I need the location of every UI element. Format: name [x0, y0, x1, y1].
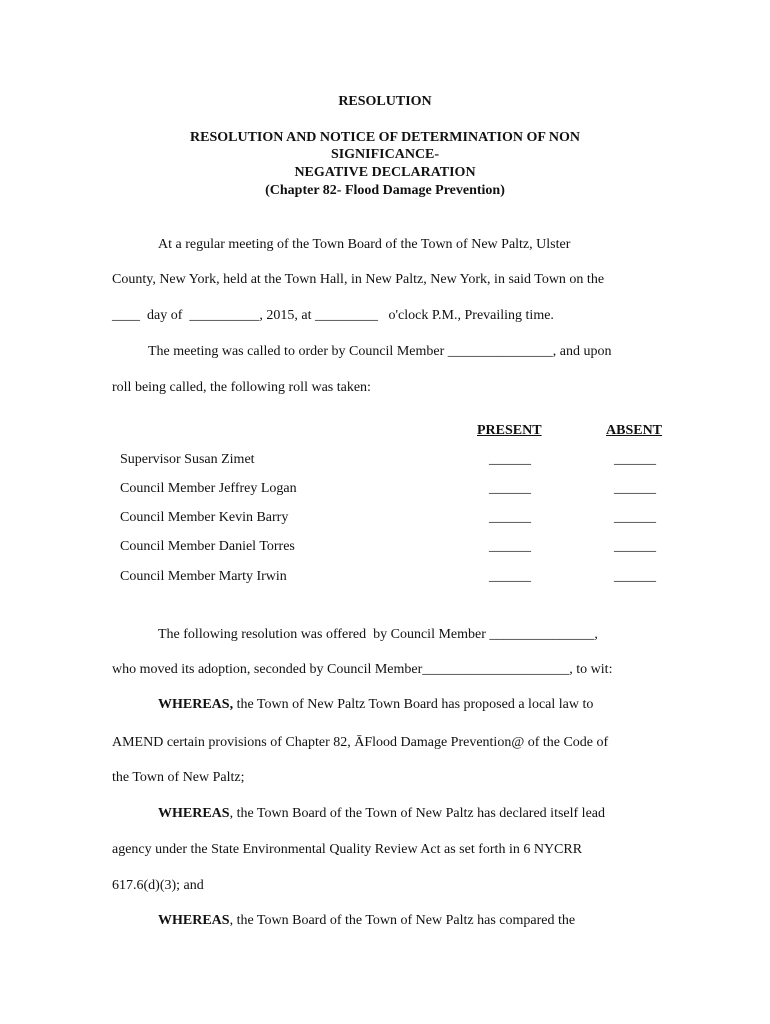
meeting-line-1: The meeting was called to order by Council Member _______________, and upon — [148, 344, 612, 359]
roll-member-name: Supervisor Susan Zimet — [120, 452, 255, 467]
present-header: PRESENT — [477, 423, 542, 438]
subtitle-line-3: NEGATIVE DECLARATION — [294, 165, 476, 180]
whereas-keyword: WHEREAS, — [158, 697, 234, 712]
whereas-keyword: WHEREAS — [158, 913, 230, 928]
whereas-1-line-3: the Town of New Paltz; — [112, 770, 245, 785]
whereas-clause-1 — [158, 697, 593, 713]
meeting-line-2: roll being called, the following roll was taken: — [112, 380, 371, 395]
offered-line-2: who moved its adoption, seconded by Council Member_____________________, to wit: — [112, 662, 613, 677]
whereas-2-line-3: 617.6(d)(3); and — [112, 878, 204, 893]
offered-line-1: The following resolution was offered by Council Member _______________, — [158, 627, 598, 642]
whereas-text: , the Town Board of the Town of New Paltz has declared itself lead — [229, 806, 605, 821]
whereas-clause-2 — [158, 806, 605, 822]
intro-line-2: County, New York, held at the Town Hall, in New Paltz, New York, in said Town on the — [112, 272, 605, 287]
absent-blank: ______ — [614, 569, 656, 584]
whereas-text: , the Town Board of the Town of New Paltz has compared the — [229, 913, 576, 928]
whereas-2-line-2: agency under the State Environmental Quality Review Act as set forth in 6 NYCRR — [112, 842, 583, 857]
document-title: RESOLUTION — [338, 94, 432, 109]
subtitle-line-2: SIGNIFICANCE- — [330, 147, 440, 162]
subtitle-line-4: (Chapter 82- Flood Damage Prevention) — [265, 183, 505, 198]
roll-member-name: Council Member Marty Irwin — [120, 569, 287, 584]
intro-line-3: ____ day of __________, 2015, at _________ o'clock P.M., Prevailing time. — [112, 308, 554, 323]
roll-member-name: Council Member Daniel Torres — [120, 539, 295, 554]
whereas-clause-3 — [158, 913, 575, 929]
present-blank: ______ — [489, 539, 531, 554]
absent-blank: ______ — [614, 539, 656, 554]
absent-blank: ______ — [614, 510, 656, 525]
present-blank: ______ — [489, 569, 531, 584]
subtitle-line-1: RESOLUTION AND NOTICE OF DETERMINATION OF NON — [190, 130, 580, 145]
whereas-text: the Town of New Paltz Town Board has proposed a local law to — [233, 697, 594, 712]
absent-blank: ______ — [614, 452, 656, 467]
intro-line-1: At a regular meeting of the Town Board of the Town of New Paltz, Ulster — [158, 237, 571, 252]
absent-blank: ______ — [614, 481, 656, 496]
whereas-keyword: WHEREAS — [158, 806, 230, 821]
whereas-1-line-2: AMEND certain provisions of Chapter 82, ĀFlood Damage Prevention@ of the Code of — [112, 735, 609, 750]
present-blank: ______ — [489, 481, 531, 496]
present-blank: ______ — [489, 510, 531, 525]
roll-member-name: Council Member Jeffrey Logan — [120, 481, 297, 496]
absent-header: ABSENT — [606, 423, 663, 438]
roll-member-name: Council Member Kevin Barry — [120, 510, 289, 525]
present-blank: ______ — [489, 452, 531, 467]
